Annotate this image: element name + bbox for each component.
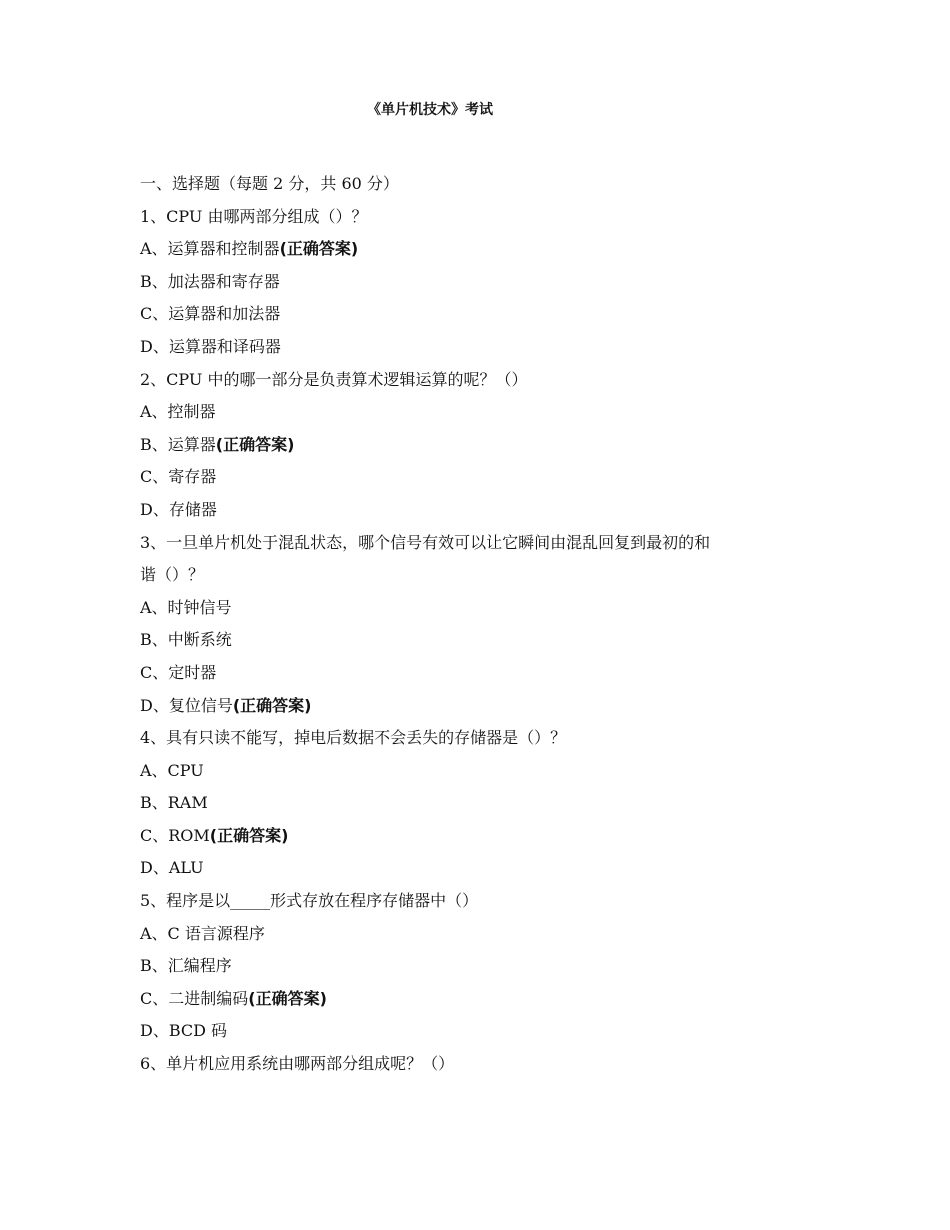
document-line	[140, 494, 810, 527]
line-text: D、BCD 码	[140, 1021, 228, 1041]
document-line	[140, 364, 810, 397]
document-line	[140, 429, 810, 462]
document-line	[140, 396, 810, 429]
document-line	[140, 787, 810, 820]
document-line	[140, 331, 810, 364]
document-line	[140, 559, 810, 592]
document-line	[140, 1048, 810, 1081]
line-text: D、存储器	[140, 499, 217, 519]
line-text: C、二进制编码	[140, 988, 249, 1008]
line-text: C、定时器	[140, 662, 217, 682]
line-text: D、运算器和译码器	[140, 336, 281, 356]
correct-answer-marker: (正确答案)	[232, 695, 312, 715]
document-line	[140, 266, 810, 299]
line-text: B、中断系统	[140, 630, 232, 650]
line-text: A、时钟信号	[140, 597, 232, 617]
document-line	[140, 592, 810, 625]
line-text: 一、选择题（每题 2 分，共 60 分）	[140, 174, 399, 193]
document-line	[140, 820, 810, 853]
document-title: 《单片机技术》考试	[367, 102, 493, 118]
line-text: 2、CPU 中的哪一部分是负责算术逻辑运算的呢？（）	[140, 369, 528, 389]
document-line	[140, 918, 810, 951]
line-text: B、运算器	[140, 434, 216, 454]
question-list	[140, 168, 810, 1081]
document-line	[140, 657, 810, 690]
document-line	[140, 755, 810, 788]
line-text: A、控制器	[140, 402, 216, 422]
document-line	[140, 722, 810, 755]
document-line	[140, 1015, 810, 1048]
line-text: 5、程序是以_____形式存放在程序存储器中（）	[140, 891, 479, 911]
document-line	[140, 527, 810, 560]
line-text: C、ROM	[140, 825, 210, 845]
correct-answer-marker: (正确答案)	[279, 239, 359, 259]
line-text: 3、一旦单片机处于混乱状态，哪个信号有效可以让它瞬间由混乱回复到最初的和	[140, 532, 711, 552]
line-text: B、RAM	[140, 793, 208, 813]
document-line	[140, 461, 810, 494]
line-text: C、寄存器	[140, 467, 217, 487]
line-text: 6、单片机应用系统由哪两部分组成呢？（）	[140, 1054, 455, 1074]
document-line	[140, 201, 810, 234]
document-line	[140, 983, 810, 1016]
document-line	[140, 690, 810, 723]
document-line	[140, 624, 810, 657]
line-text: D、ALU	[140, 858, 204, 878]
document-line	[140, 950, 810, 983]
document-line	[140, 233, 810, 266]
correct-answer-marker: (正确答案)	[209, 825, 289, 845]
correct-answer-marker: (正确答案)	[215, 434, 295, 454]
line-text: A、运算器和控制器	[140, 239, 280, 259]
line-text: A、CPU	[140, 760, 204, 780]
correct-answer-marker: (正确答案)	[248, 988, 327, 1008]
line-text: B、汇编程序	[140, 956, 232, 976]
document-line	[140, 885, 810, 918]
line-text: C、运算器和加法器	[140, 304, 281, 324]
line-text: 1、CPU 由哪两部分组成（）？	[140, 206, 368, 226]
document-line	[140, 168, 810, 201]
document-line	[140, 852, 810, 885]
line-text: D、复位信号	[140, 695, 233, 715]
line-text: A、C 语言源程序	[140, 923, 265, 943]
line-text: 谐（）？	[140, 565, 205, 585]
line-text: 4、具有只读不能写，掉电后数据不会丢失的存储器是（）？	[140, 728, 567, 748]
line-text: B、加法器和寄存器	[140, 271, 280, 291]
document-line	[140, 298, 810, 331]
